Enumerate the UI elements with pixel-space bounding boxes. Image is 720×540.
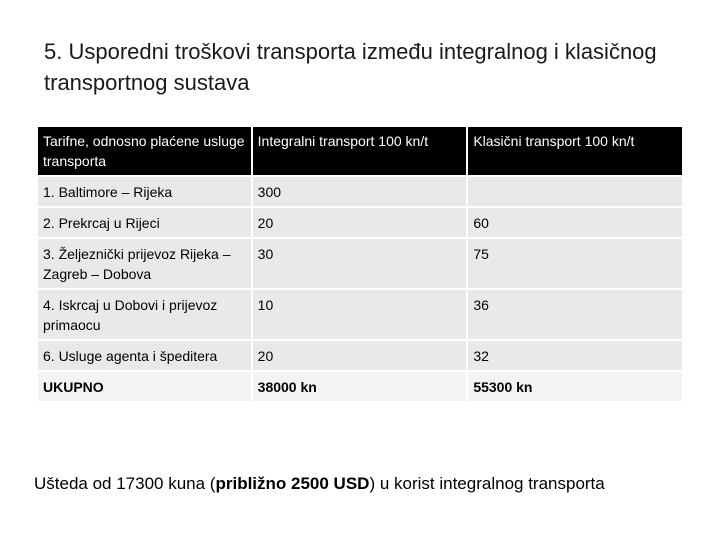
classic-cost: 75: [468, 239, 682, 288]
row-label: 2. Prekrcaj u Rijeci: [38, 208, 251, 237]
table-header-row: [38, 127, 682, 175]
table-row: [38, 208, 682, 237]
integral-total: 38000 kn: [253, 372, 467, 401]
total-label: UKUPNO: [38, 372, 251, 401]
row-label: 4. Iskrcaj u Dobovi i prijevoz primaocu: [38, 290, 251, 339]
header-integral-transport: Integralni transport 100 kn/t: [253, 127, 467, 175]
header-services: Tarifne, odnosno plaćene usluge transporta: [38, 127, 251, 175]
classic-cost: [468, 177, 682, 206]
table-total-row: [38, 372, 682, 401]
table-row: [38, 239, 682, 288]
cost-comparison-table: [36, 125, 684, 403]
integral-cost: 20: [253, 208, 467, 237]
savings-note-text: Ušteda od 17300 kuna (: [34, 474, 216, 493]
savings-note: [34, 474, 605, 494]
table-row: [38, 290, 682, 339]
integral-cost: 300: [253, 177, 467, 206]
classic-cost: 60: [468, 208, 682, 237]
classic-cost: 36: [468, 290, 682, 339]
row-label: 3. Željeznički prijevoz Rijeka – Zagreb – Dobova: [38, 239, 251, 288]
savings-note-bold: približno 2500 USD: [215, 474, 370, 493]
slide-title: 5. Usporedni troškovi transporta između integralnog i klasičnog transportnog sustava: [44, 39, 657, 95]
row-label: 1. Baltimore – Rijeka: [38, 177, 251, 206]
integral-cost: 10: [253, 290, 467, 339]
integral-cost: 30: [253, 239, 467, 288]
savings-note-tail: ) u korist integralnog transporta: [369, 474, 605, 493]
row-label: 6. Usluge agenta i špeditera: [38, 341, 251, 370]
table-row: [38, 341, 682, 370]
classic-cost: 32: [468, 341, 682, 370]
header-classic-transport: Klasični transport 100 kn/t: [468, 127, 682, 175]
integral-cost: 20: [253, 341, 467, 370]
table-row: [38, 177, 682, 206]
classic-total: 55300 kn: [468, 372, 682, 401]
